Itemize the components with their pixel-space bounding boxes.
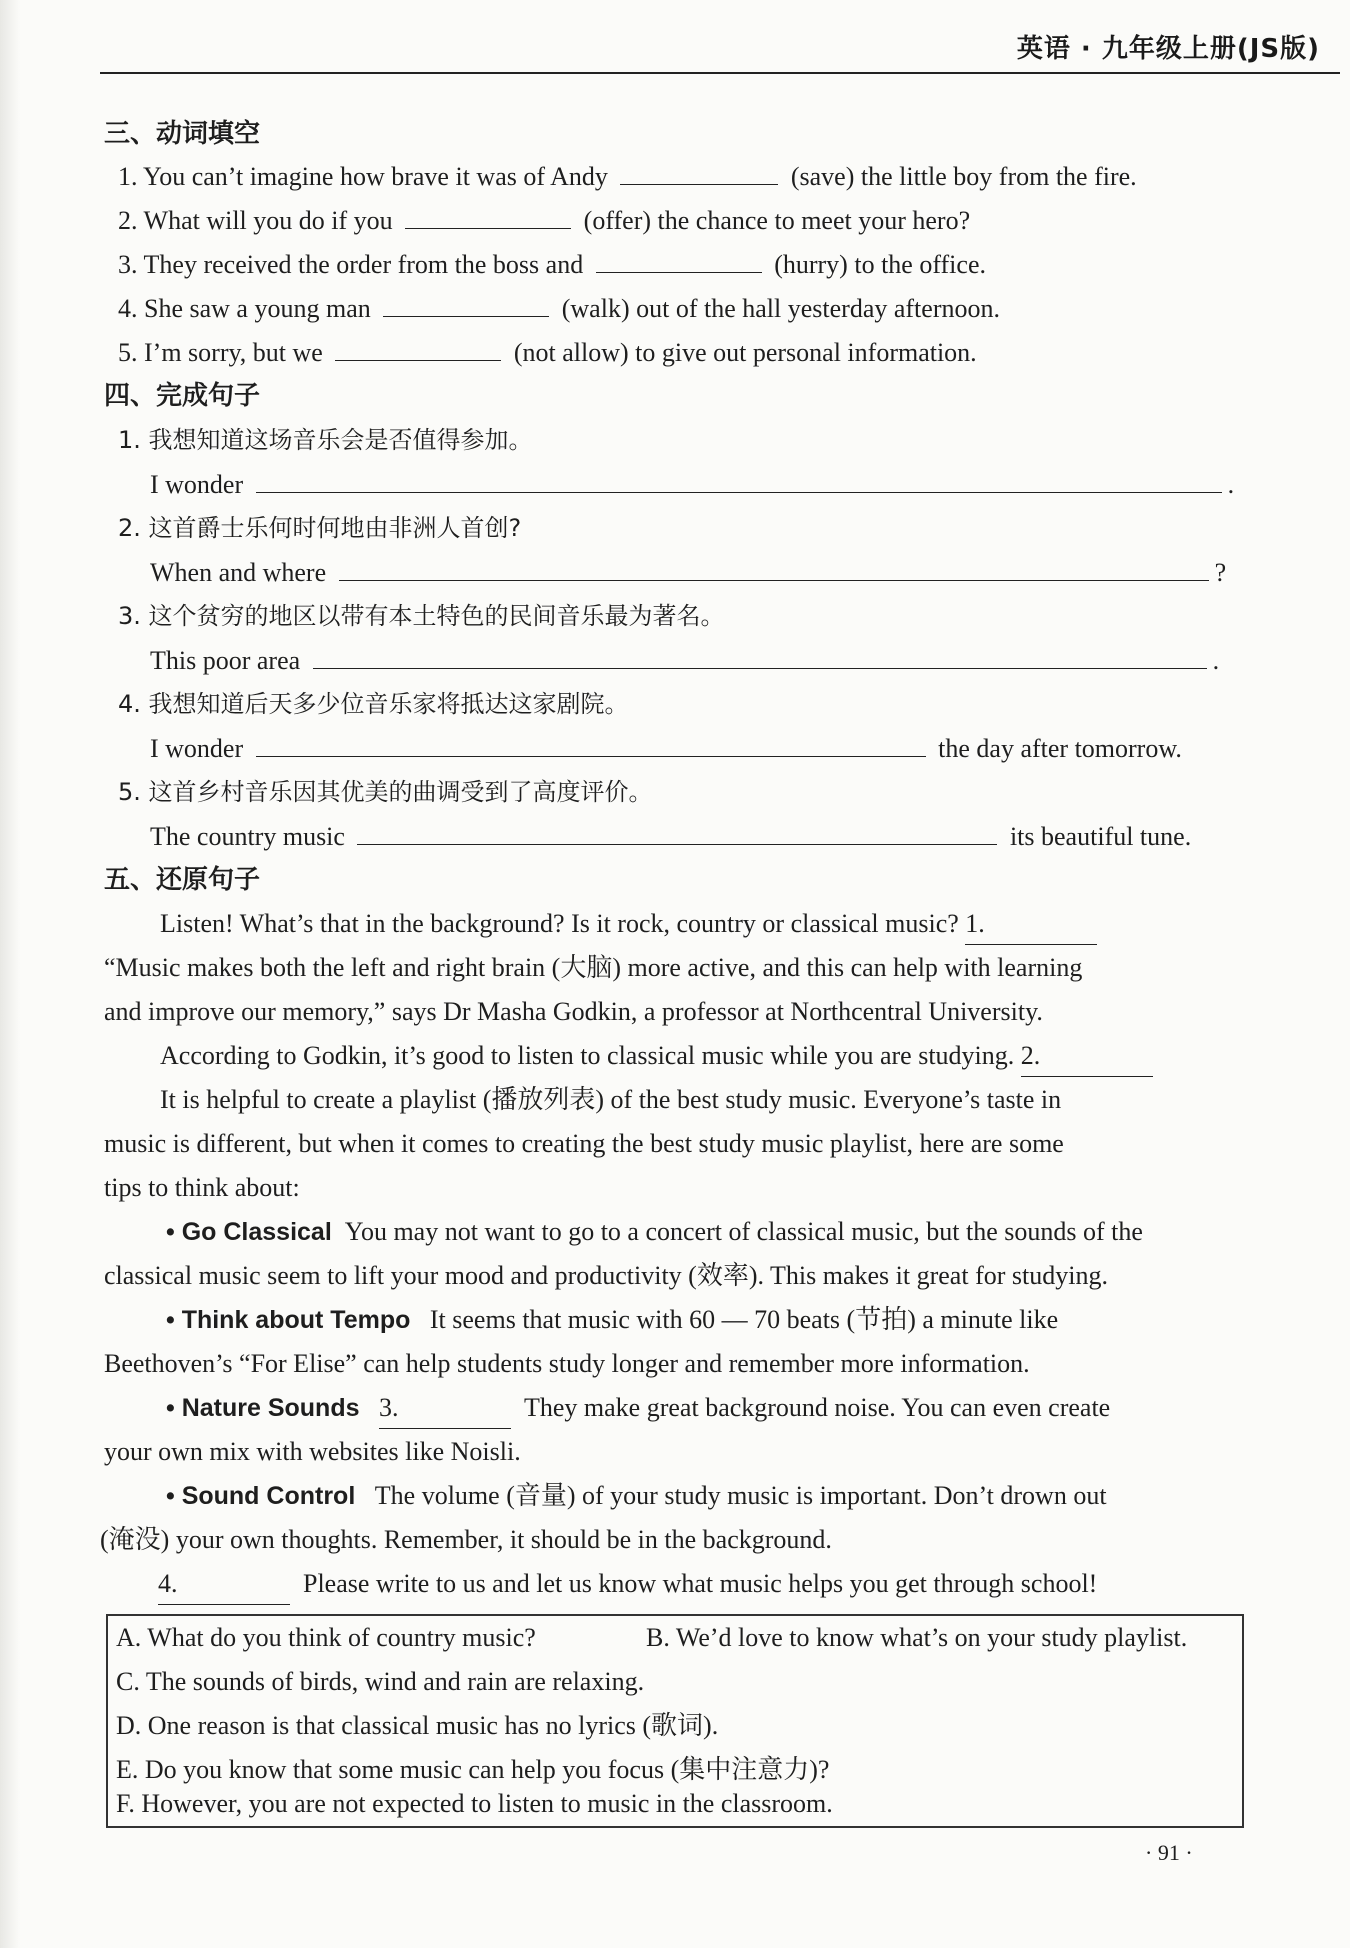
s3-item-5-post: to give out personal information. [635, 338, 977, 367]
s5-tip2-text: It seems that music with 60 — 70 beats (节拍) a minute like [429, 1305, 1059, 1334]
s3-item-3-hint: (hurry) [774, 250, 848, 279]
s3-item-2-blank[interactable] [405, 200, 571, 229]
s5-tip2-line1 [166, 1300, 1058, 1340]
s5-p1-line3: and improve our memory,” says Dr Masha Godkin, a professor at Northcentral University. [104, 997, 1043, 1026]
s3-item-4 [118, 288, 1000, 329]
s4-item-4-cn: 4. 我想知道后天多少位音乐家将抵达这家剧院。 [118, 690, 629, 718]
s3-item-2-hint: (offer) [583, 206, 652, 235]
s5-tip1-line1 [166, 1212, 1143, 1252]
s3-item-1-blank[interactable] [620, 156, 778, 185]
section5-title: 五、还原句子 [104, 865, 261, 895]
option-f: F. However, you are not expected to listen to music in the classroom. [116, 1789, 833, 1818]
s5-tip3-line2: your own mix with websites like Noisli. [104, 1437, 521, 1466]
s5-tip3-text: They make great background noise. You can even create [524, 1393, 1111, 1422]
s5-tip3-line1 [166, 1388, 1110, 1429]
s5-p2 [160, 1036, 1153, 1077]
s5-last-text: Please write to us and let us know what music helps you get through school! [303, 1569, 1098, 1598]
s5-p3-line2: music is different, but when it comes to creating the best study music playlist, here are some [104, 1129, 1064, 1158]
s3-item-4-post: out of the hall yesterday afternoon. [636, 294, 1000, 323]
s5-p1-line1 [160, 904, 1097, 945]
section4-title: 四、完成句子 [104, 381, 261, 411]
s4-item-4-blank[interactable] [256, 728, 926, 757]
s4-item-3-lead: This poor area [150, 646, 301, 675]
s4-item-4-end: the day after tomorrow. [938, 734, 1182, 763]
s3-item-2-post: the chance to meet your hero? [657, 206, 971, 235]
s4-item-1-en [150, 464, 1234, 505]
s5-p3-line3: tips to think about: [104, 1173, 300, 1202]
s5-tip1-text: You may not want to go to a concert of classical music, but the sounds of the [344, 1217, 1143, 1246]
s3-item-5-text: 5. I’m sorry, but we [118, 338, 323, 367]
page-edge [0, 0, 20, 1948]
s4-item-2-en [150, 552, 1226, 593]
s4-item-3-en [150, 640, 1219, 681]
s3-item-3-post: to the office. [854, 250, 986, 279]
s3-item-3 [118, 244, 986, 285]
s5-p1-line2: “Music makes both the left and right brain (大脑) more active, and this can help with learning [104, 953, 1083, 982]
s5-blank-3[interactable]: 3. [379, 1388, 511, 1429]
s5-tip4-line2: (淹没) your own thoughts. Remember, it should be in the background. [100, 1525, 832, 1554]
option-a: A. What do you think of country music? [116, 1623, 536, 1652]
option-b: B. We’d love to know what’s on your study playlist. [646, 1623, 1188, 1652]
s3-item-4-hint: (walk) [561, 294, 630, 323]
s4-item-5-end: its beautiful tune. [1009, 822, 1192, 851]
s5-p2-text: According to Godkin, it’s good to listen to classical music while you are studying. [160, 1041, 1015, 1070]
s5-tip1-line2: classical music seem to lift your mood and productivity (效率). This makes it great for studying. [104, 1261, 1108, 1290]
s4-item-2-cn: 2. 这首爵士乐何时何地由非洲人首创? [118, 514, 522, 542]
page-header: 英语 · 九年级上册(JS版) [1016, 34, 1320, 64]
s4-item-2-end: ? [1214, 558, 1227, 587]
s3-item-4-blank[interactable] [383, 288, 549, 317]
s4-item-3-cn: 3. 这个贫穷的地区以带有本土特色的民间音乐最为著名。 [118, 602, 725, 630]
s5-tip2-head: • Think about Tempo [166, 1306, 411, 1334]
s3-item-2-text: 2. What will you do if you [118, 206, 393, 235]
option-d: D. One reason is that classical music has no lyrics (歌词). [116, 1711, 719, 1740]
s4-item-5-en [150, 816, 1191, 857]
s4-item-2-blank[interactable] [339, 552, 1209, 581]
s5-tip4-text: The volume (音量) of your study music is important. Don’t drown out [374, 1481, 1107, 1510]
s3-item-4-text: 4. She saw a young man [118, 294, 371, 323]
header-rule [100, 72, 1340, 74]
s4-item-1-cn: 1. 我想知道这场音乐会是否值得参加。 [118, 426, 533, 454]
option-e: E. Do you know that some music can help you focus (集中注意力)? [116, 1755, 830, 1784]
s3-item-5-blank[interactable] [335, 332, 501, 361]
s4-item-1-lead: I wonder [150, 470, 244, 499]
option-c: C. The sounds of birds, wind and rain are relaxing. [116, 1667, 645, 1696]
s4-item-2-lead: When and where [150, 558, 327, 587]
s3-item-1-text: 1. You can’t imagine how brave it was of Andy [118, 162, 608, 191]
s4-item-4-en [150, 728, 1182, 769]
s4-item-5-blank[interactable] [357, 816, 997, 845]
s5-tip4-line1 [166, 1476, 1107, 1516]
s5-blank-2[interactable]: 2. [1021, 1036, 1153, 1077]
s4-item-4-lead: I wonder [150, 734, 244, 763]
options-box [106, 1614, 1244, 1828]
s5-blank-1[interactable]: 1. [965, 904, 1097, 945]
s3-item-5-hint: (not allow) [513, 338, 629, 367]
s4-item-5-lead: The country music [150, 822, 345, 851]
s4-item-3-end: . [1212, 646, 1220, 675]
s5-tip4-head: • Sound Control [166, 1482, 356, 1510]
s5-tip2-line2: Beethoven’s “For Elise” can help students study longer and remember more information. [104, 1349, 1030, 1378]
s5-p3-line1: It is helpful to create a playlist (播放列表) of the best study music. Everyone’s taste in [160, 1085, 1062, 1114]
s4-item-5-cn: 5. 这首乡村音乐因其优美的曲调受到了高度评价。 [118, 778, 653, 806]
s3-item-3-blank[interactable] [596, 244, 762, 273]
s3-item-1-hint: (save) [790, 162, 855, 191]
s3-item-1 [118, 156, 1137, 197]
s3-item-5 [118, 332, 977, 373]
s5-p1-text: Listen! What’s that in the background? Is it rock, country or classical music? [160, 909, 959, 938]
s3-item-2 [118, 200, 970, 241]
section3-title: 三、动词填空 [104, 119, 261, 149]
s5-blank-4[interactable]: 4. [158, 1564, 290, 1605]
s3-item-3-text: 3. They received the order from the boss and [118, 250, 584, 279]
s4-item-1-end: . [1227, 470, 1235, 499]
s5-tip3-head: • Nature Sounds [166, 1394, 360, 1422]
s5-last-line [158, 1564, 1097, 1605]
page-number: · 91 · [1145, 1840, 1193, 1865]
s4-item-1-blank[interactable] [256, 464, 1222, 493]
s3-item-1-post: the little boy from the fire. [860, 162, 1137, 191]
s4-item-3-blank[interactable] [313, 640, 1207, 669]
s5-tip1-head: • Go Classical [166, 1218, 332, 1246]
